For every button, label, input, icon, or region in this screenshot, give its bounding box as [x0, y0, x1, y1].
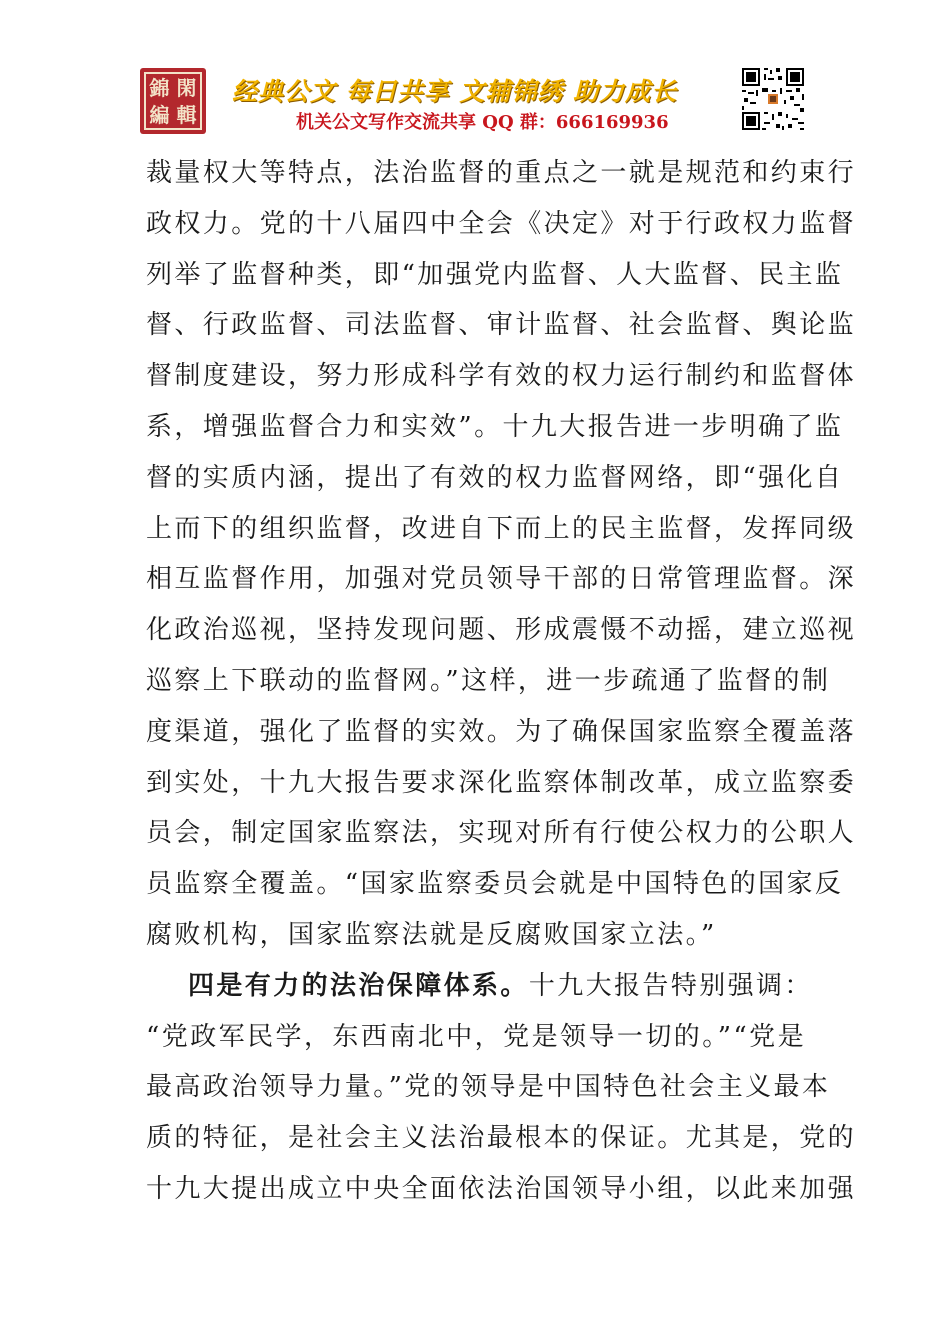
text-line: 督的实质内涵，提出了有效的权力监督网络，即“强化自	[146, 462, 844, 493]
text-line: 系，增强监督合力和实效”。十九大报告进一步明确了监	[146, 411, 844, 442]
qq-group-line: 机关公文写作交流共享 QQ 群：666169936	[296, 112, 669, 133]
text-line: 员监察全覆盖。“国家监察委员会就是中国特色的国家反	[146, 869, 844, 900]
text-line: 最高政治领导力量。”党的领导是中国特色社会主义最本	[146, 1072, 831, 1103]
document-body	[146, 148, 857, 1215]
seal-char: 編	[149, 102, 170, 127]
text-line: 上而下的组织监督，改进自下而上的民主监督，发挥同级	[146, 513, 857, 544]
qr-code-icon	[740, 66, 806, 132]
text-line: 度渠道，强化了监督的实效。为了确保国家监察全覆盖落	[146, 716, 857, 747]
text-line: 相互监督作用，加强对党员领导干部的日常管理监督。深	[146, 564, 857, 595]
text-line: 政权力。党的十八届四中全会《决定》对于行政权力监督	[146, 208, 857, 239]
text-line: 列举了监督种类，即“加强党内监督、人大监督、民主监	[146, 259, 844, 290]
text-line: 十九大提出成立中央全面依法治国领导小组，以此来加强	[146, 1173, 857, 1204]
seal-char: 閑	[176, 75, 197, 100]
section-heading: 四是有力的法治保障体系。	[188, 970, 529, 1001]
text-line: 裁量权大等特点，法治监督的重点之一就是规范和约束行	[146, 158, 857, 188]
seal-char: 輯	[176, 102, 197, 127]
text-line: 巡察上下联动的监督网。”这样，进一步疏通了监督的制	[146, 665, 831, 696]
text-line: 督、行政监督、司法监督、审计监督、社会监督、舆论监	[146, 310, 857, 341]
text-line: 督制度建设，努力形成科学有效的权力运行制约和监督体	[146, 361, 857, 392]
text-line: 到实处，十九大报告要求深化监察体制改革，成立监察委	[146, 767, 857, 798]
paragraph-1	[146, 148, 857, 961]
text-line: 腐败机构，国家监察法就是反腐败国家立法。”	[146, 919, 717, 950]
seal-characters	[144, 72, 202, 130]
header-banner	[140, 66, 806, 136]
paragraph-2	[146, 961, 857, 1215]
paragraph-2-first-line	[146, 961, 813, 1012]
heading-followup-text: 十九大报告特别强调：	[528, 970, 813, 1001]
header-slogan: 经典公文 每日共享 文辅锦绣 助力成长	[232, 77, 678, 106]
text-line: 质的特征，是社会主义法治最根本的保证。尤其是，党的	[146, 1123, 857, 1154]
text-line: 员会，制定国家监察法，实现对所有行使公权力的公职人	[146, 818, 857, 849]
text-line: “党政军民学，东西南北中，党是领导一切的。”“党是	[146, 1021, 806, 1052]
seal-char: 錦	[149, 75, 170, 100]
brand-seal-logo	[140, 68, 206, 134]
text-line: 化政治巡视，坚持发现问题、形成震慑不动摇，建立巡视	[146, 615, 857, 646]
